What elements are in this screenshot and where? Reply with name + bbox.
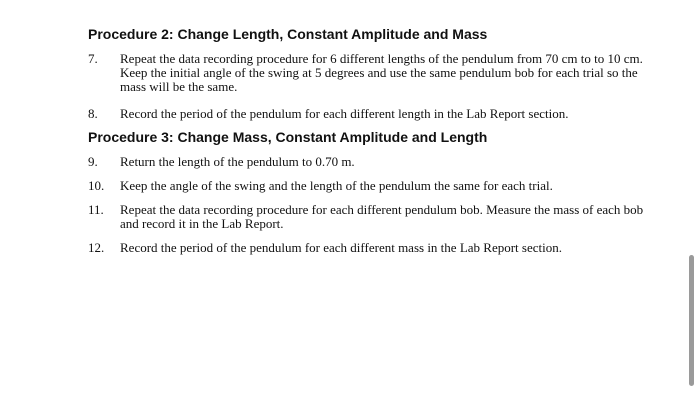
step-12-text: Record the period of the pendulum for each different mass in the Lab Report section. [120, 240, 562, 255]
step-11-text: Repeat the data recording procedure for each different pendulum bob. Measure the mass of each bob and record it in the Lab Report. [120, 202, 644, 231]
step-7-text: Repeat the data recording procedure for 6 different lengths of the pendulum from 70 cm to to 10 cm. Keep the initial angle of the swing at 5 degrees and use the same pendulum bob for each trial so the mass will be the same. [120, 51, 643, 94]
step-8-number: 8. [88, 106, 98, 121]
step-7-number: 7. [88, 51, 98, 66]
procedure-2-heading: Procedure 2: Change Length, Constant Amplitude and Mass [88, 26, 488, 42]
step-11 [88, 203, 660, 231]
step-8-text: Record the period of the pendulum for each different length in the Lab Report section. [120, 106, 569, 121]
step-9-text: Return the length of the pendulum to 0.70 m. [120, 154, 355, 169]
step-7 [88, 52, 660, 94]
step-10-number: 10. [88, 178, 105, 193]
step-12-number: 12. [88, 240, 105, 255]
vertical-scrollbar[interactable] [689, 255, 694, 386]
step-10-text: Keep the angle of the swing and the length of the pendulum the same for each trial. [120, 178, 553, 193]
step-12 [88, 241, 660, 255]
step-8 [88, 107, 660, 121]
step-10 [88, 179, 660, 193]
step-9 [88, 155, 660, 169]
step-9-number: 9. [88, 154, 98, 169]
step-11-number: 11. [88, 202, 104, 217]
procedure-3-heading: Procedure 3: Change Mass, Constant Amplitude and Length [88, 129, 488, 145]
